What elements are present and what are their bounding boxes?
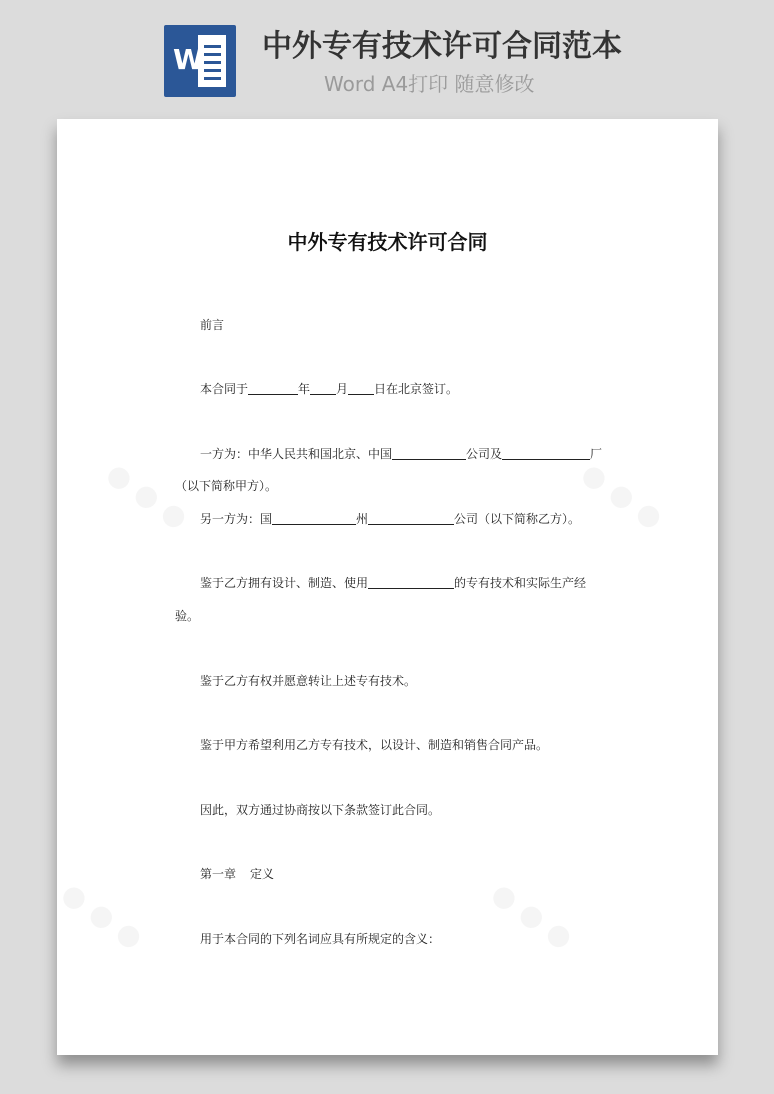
whereas-paragraph-2: 鉴于乙方有权并愿意转让上述专有技术。 xyxy=(200,674,417,688)
chapter-1-heading xyxy=(200,866,274,882)
signing-prefix: 本合同于 xyxy=(200,382,249,396)
watermark xyxy=(486,876,580,955)
word-logo-icon xyxy=(164,25,236,97)
company-blank xyxy=(392,447,466,460)
document-title: 中外专有技术许可合同 xyxy=(287,230,488,254)
factory-blank xyxy=(502,447,590,460)
party-a-continuation: （以下简称甲方）。 xyxy=(175,479,278,493)
watermark xyxy=(57,876,149,955)
day-blank xyxy=(348,382,374,395)
signing-suffix: 日在北京签订。 xyxy=(374,382,459,396)
party-a-paragraph xyxy=(200,446,602,462)
definitions-intro: 用于本合同的下列名词应具有所规定的含义： xyxy=(200,932,441,946)
therefore-paragraph: 因此，双方通过协商按以下条款签订此合同。 xyxy=(200,803,441,817)
technology-blank xyxy=(368,576,454,589)
whereas-paragraph-1 xyxy=(200,575,586,591)
word-logo-letter: W xyxy=(173,43,204,76)
country-blank xyxy=(272,512,356,525)
signing-month-label: 月 xyxy=(336,382,349,396)
whereas-1-prefix: 鉴于乙方拥有设计、制造、使用 xyxy=(200,576,369,590)
whereas-1-continuation: 验。 xyxy=(175,609,200,623)
banner-title: 中外专有技术许可合同范本 xyxy=(262,29,622,64)
whereas-paragraph-3: 鉴于甲方希望利用乙方专有技术，以设计、制造和销售合同产品。 xyxy=(200,738,549,752)
party-b-suffix: 公司（以下简称乙方）。 xyxy=(454,512,581,526)
watermark xyxy=(101,456,195,535)
year-blank xyxy=(248,382,298,395)
chapter-title: 定义 xyxy=(250,867,275,881)
party-b-state-label: 州 xyxy=(356,512,369,526)
banner-header xyxy=(0,0,774,112)
month-blank xyxy=(310,382,336,395)
party-a-factory-label: 厂 xyxy=(590,447,603,461)
signing-date-paragraph xyxy=(200,381,458,397)
banner-subtitle: Word A4打印 随意修改 xyxy=(324,72,535,96)
party-a-company-label: 公司及 xyxy=(466,447,503,461)
chapter-number: 第一章 xyxy=(200,867,237,881)
preface-heading: 前言 xyxy=(200,318,225,332)
state-blank xyxy=(368,512,454,525)
document-page xyxy=(57,119,718,1055)
whereas-1-suffix: 的专有技术和实际生产经 xyxy=(454,576,587,590)
signing-year-label: 年 xyxy=(298,382,311,396)
watermark xyxy=(576,456,670,535)
party-a-prefix: 一方为：中华人民共和国北京、中国 xyxy=(200,447,393,461)
party-b-paragraph xyxy=(200,511,580,527)
party-b-prefix: 另一方为：国 xyxy=(200,512,273,526)
